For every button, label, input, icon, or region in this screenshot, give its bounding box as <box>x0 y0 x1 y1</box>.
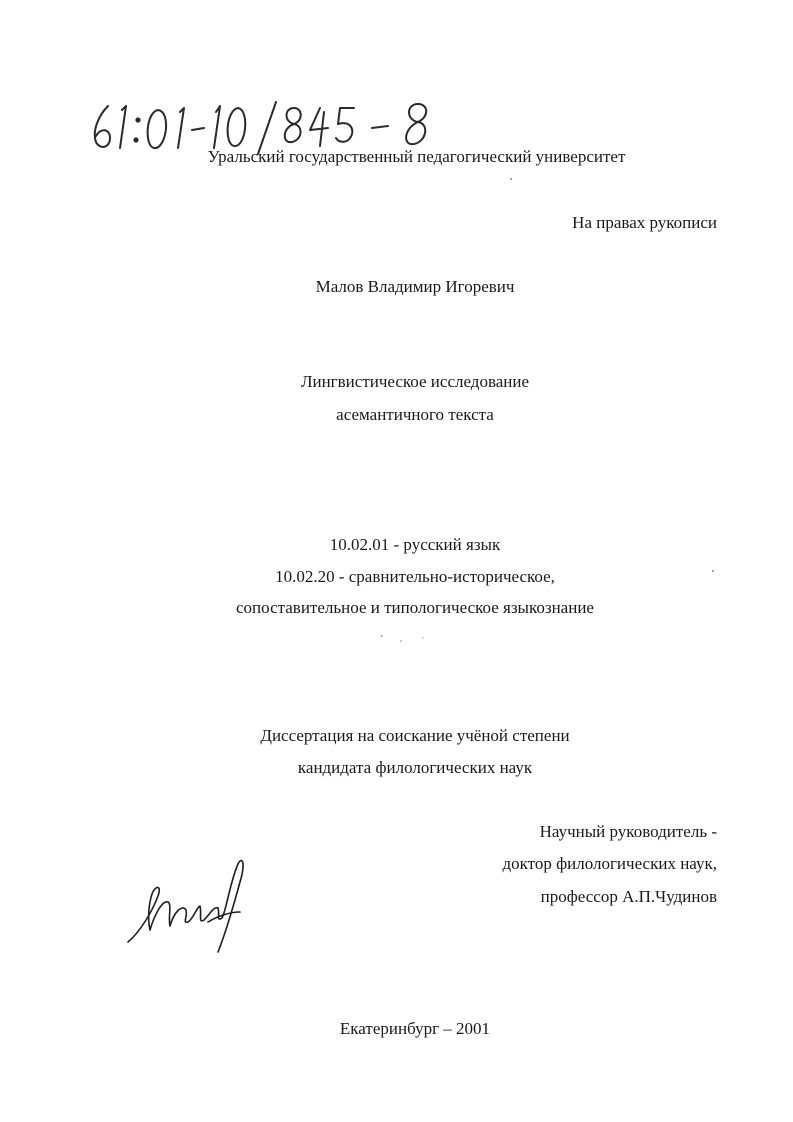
scan-speck <box>422 637 424 639</box>
supervisor-line-3: профессор А.П.Чудинов <box>540 887 717 906</box>
scan-speck <box>510 178 512 180</box>
rights-note: На правах рукописи <box>572 213 717 232</box>
specialty-line-3: сопоставительное и типологическое языкознание <box>236 598 594 617</box>
scan-speck <box>380 635 383 637</box>
university-name: Уральский государственный педагогический университет <box>207 147 626 166</box>
author-signature <box>122 852 252 962</box>
author-name: Малов Владимир Игоревич <box>315 277 515 296</box>
thesis-title-line-2: асемантичного текста <box>336 405 494 424</box>
supervisor-line-2: доктор филологических наук, <box>502 854 717 873</box>
specialty-line-2: 10.02.20 - сравнительно-историческое, <box>275 567 555 586</box>
supervisor-line-1: Научный руководитель - <box>539 822 717 841</box>
degree-line-2: кандидата филологических наук <box>297 758 533 777</box>
specialty-line-1: 10.02.01 - русский язык <box>329 535 501 554</box>
scan-speck <box>712 570 714 572</box>
thesis-title-line-1: Лингвистическое исследование <box>300 372 530 391</box>
city-year: Екатеринбург – 2001 <box>339 1019 491 1038</box>
degree-line-1: Диссертация на соискание учёной степени <box>260 726 570 745</box>
scan-speck <box>400 640 402 642</box>
